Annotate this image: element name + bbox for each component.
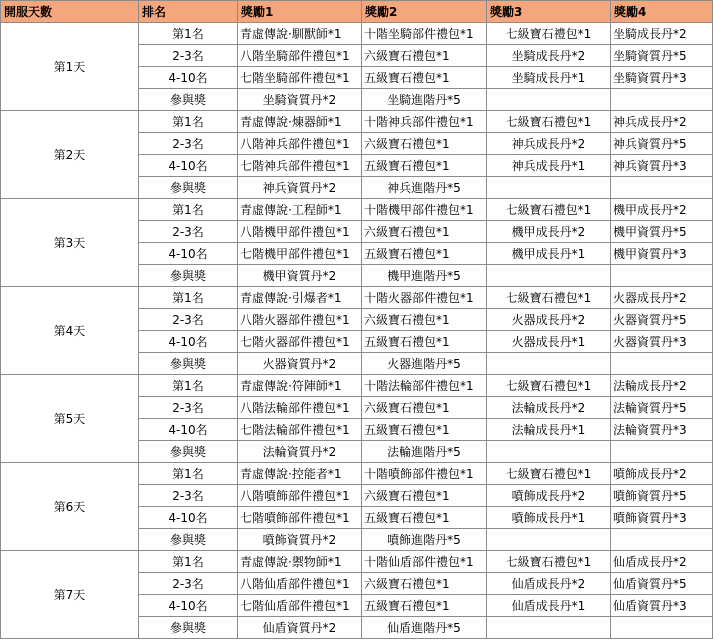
reward-1-cell: 噴飾資質丹*2 [238,529,362,551]
reward-4-cell: 火器成長丹*2 [611,287,713,309]
reward-2-cell: 法輪進階丹*5 [362,441,487,463]
reward-1-cell: 八階神兵部件禮包*1 [238,133,362,155]
reward-1-cell: 仙盾資質丹*2 [238,617,362,639]
table-row [1,287,713,309]
rank-cell: 第1名 [139,375,238,397]
reward-4-cell: 法輪成長丹*2 [611,375,713,397]
reward-2-cell: 十階火器部件禮包*1 [362,287,487,309]
reward-2-cell: 六級寶石禮包*1 [362,133,487,155]
reward-1-cell: 八階噴飾部件禮包*1 [238,485,362,507]
rank-cell: 第1名 [139,463,238,485]
reward-1-cell: 八階機甲部件禮包*1 [238,221,362,243]
rank-cell: 2-3名 [139,397,238,419]
rank-cell: 4-10名 [139,243,238,265]
rank-cell: 參與獎 [139,441,238,463]
reward-3-cell [487,617,611,639]
reward-3-cell: 噴飾成長丹*2 [487,485,611,507]
reward-3-cell: 七級寶石禮包*1 [487,287,611,309]
reward-3-cell: 仙盾成長丹*1 [487,595,611,617]
reward-1-cell: 八階火器部件禮包*1 [238,309,362,331]
reward-2-cell: 六級寶石禮包*1 [362,309,487,331]
reward-1-cell: 青虛傳說·禦物師*1 [238,551,362,573]
reward-1-cell: 青虛傳說·馴獸師*1 [238,23,362,45]
reward-4-cell: 仙盾資質丹*3 [611,595,713,617]
reward-1-cell: 八階坐騎部件禮包*1 [238,45,362,67]
reward-2-cell: 五級寶石禮包*1 [362,155,487,177]
reward-3-cell [487,89,611,111]
reward-1-cell: 機甲資質丹*2 [238,265,362,287]
reward-3-cell: 七級寶石禮包*1 [487,551,611,573]
day-cell: 第7天 [1,551,139,639]
reward-4-cell: 坐騎成長丹*2 [611,23,713,45]
day-cell: 第2天 [1,111,139,199]
rank-cell: 第1名 [139,23,238,45]
rank-cell: 2-3名 [139,573,238,595]
reward-1-cell: 火器資質丹*2 [238,353,362,375]
reward-1-cell: 七階坐騎部件禮包*1 [238,67,362,89]
rank-cell: 參與獎 [139,265,238,287]
reward-2-cell: 十階坐騎部件禮包*1 [362,23,487,45]
reward-3-cell [487,529,611,551]
day-cell: 第4天 [1,287,139,375]
reward-2-cell: 坐騎進階丹*5 [362,89,487,111]
reward-1-cell: 七階法輪部件禮包*1 [238,419,362,441]
reward-4-cell: 機甲資質丹*5 [611,221,713,243]
rank-cell: 參與獎 [139,353,238,375]
rank-cell: 4-10名 [139,155,238,177]
reward-3-cell: 七級寶石禮包*1 [487,375,611,397]
reward-4-cell [611,353,713,375]
reward-2-cell: 十階噴飾部件禮包*1 [362,463,487,485]
reward-2-cell: 五級寶石禮包*1 [362,595,487,617]
reward-4-cell: 神兵成長丹*2 [611,111,713,133]
reward-4-cell: 噴飾資質丹*3 [611,507,713,529]
rank-cell: 2-3名 [139,221,238,243]
rank-cell: 4-10名 [139,331,238,353]
reward-3-cell: 七級寶石禮包*1 [487,463,611,485]
rank-cell: 第1名 [139,199,238,221]
rank-cell: 2-3名 [139,309,238,331]
reward-1-cell: 青虛傳說·工程師*1 [238,199,362,221]
reward-2-cell: 五級寶石禮包*1 [362,331,487,353]
table-row [1,551,713,573]
reward-4-cell [611,529,713,551]
reward-1-cell: 坐騎資質丹*2 [238,89,362,111]
rank-cell: 2-3名 [139,485,238,507]
reward-3-cell: 七級寶石禮包*1 [487,111,611,133]
reward-4-cell: 機甲資質丹*3 [611,243,713,265]
reward-3-cell [487,441,611,463]
rank-cell: 參與獎 [139,529,238,551]
reward-3-cell: 機甲成長丹*1 [487,243,611,265]
reward-2-cell: 六級寶石禮包*1 [362,397,487,419]
reward-4-cell: 坐騎資質丹*3 [611,67,713,89]
reward-4-cell [611,89,713,111]
reward-3-cell: 火器成長丹*1 [487,331,611,353]
reward-1-cell: 七階噴飾部件禮包*1 [238,507,362,529]
reward-3-cell: 七級寶石禮包*1 [487,199,611,221]
table-row [1,463,713,485]
table-row [1,111,713,133]
reward-4-cell: 噴飾成長丹*2 [611,463,713,485]
header-row [1,1,713,23]
reward-1-cell: 八階法輪部件禮包*1 [238,397,362,419]
rank-cell: 4-10名 [139,595,238,617]
reward-1-cell: 七階機甲部件禮包*1 [238,243,362,265]
reward-1-cell: 青虛傳說·控能者*1 [238,463,362,485]
reward-4-cell: 仙盾資質丹*5 [611,573,713,595]
reward-1-cell: 青虛傳說·煉器師*1 [238,111,362,133]
reward-2-cell: 六級寶石禮包*1 [362,573,487,595]
reward-1-cell: 青虛傳說·符陣師*1 [238,375,362,397]
reward-2-cell: 噴飾進階丹*5 [362,529,487,551]
reward-3-cell [487,265,611,287]
reward-4-cell: 噴飾資質丹*5 [611,485,713,507]
reward-3-cell [487,353,611,375]
rank-cell: 第1名 [139,111,238,133]
reward-3-cell: 機甲成長丹*2 [487,221,611,243]
reward-3-cell: 坐騎成長丹*1 [487,67,611,89]
day-cell: 第3天 [1,199,139,287]
reward-2-cell: 五級寶石禮包*1 [362,507,487,529]
rank-cell: 4-10名 [139,507,238,529]
reward-4-cell: 坐騎資質丹*5 [611,45,713,67]
header-open-days: 開服天數 [1,1,139,23]
reward-2-cell: 五級寶石禮包*1 [362,67,487,89]
reward-4-cell [611,265,713,287]
reward-3-cell [487,177,611,199]
reward-4-cell: 機甲成長丹*2 [611,199,713,221]
reward-2-cell: 六級寶石禮包*1 [362,45,487,67]
reward-2-cell: 六級寶石禮包*1 [362,485,487,507]
rank-cell: 參與獎 [139,89,238,111]
header-reward-4: 獎勵4 [611,1,713,23]
reward-3-cell: 法輪成長丹*2 [487,397,611,419]
rank-cell: 第1名 [139,287,238,309]
reward-3-cell: 噴飾成長丹*1 [487,507,611,529]
reward-4-cell [611,177,713,199]
reward-1-cell: 青虛傳說·引爆者*1 [238,287,362,309]
reward-3-cell: 火器成長丹*2 [487,309,611,331]
reward-4-cell: 法輪資質丹*3 [611,419,713,441]
reward-2-cell: 五級寶石禮包*1 [362,243,487,265]
reward-4-cell: 神兵資質丹*5 [611,133,713,155]
reward-2-cell: 十階神兵部件禮包*1 [362,111,487,133]
reward-3-cell: 七級寶石禮包*1 [487,23,611,45]
table-body [1,23,713,639]
reward-4-cell [611,441,713,463]
reward-2-cell: 十階法輪部件禮包*1 [362,375,487,397]
day-cell: 第1天 [1,23,139,111]
day-cell: 第6天 [1,463,139,551]
reward-1-cell: 八階仙盾部件禮包*1 [238,573,362,595]
table-row [1,375,713,397]
rank-cell: 4-10名 [139,67,238,89]
reward-1-cell: 神兵資質丹*2 [238,177,362,199]
rank-cell: 2-3名 [139,45,238,67]
reward-3-cell: 仙盾成長丹*2 [487,573,611,595]
reward-2-cell: 機甲進階丹*5 [362,265,487,287]
reward-2-cell: 火器進階丹*5 [362,353,487,375]
reward-2-cell: 十階仙盾部件禮包*1 [362,551,487,573]
reward-3-cell: 法輪成長丹*1 [487,419,611,441]
reward-2-cell: 十階機甲部件禮包*1 [362,199,487,221]
table-row [1,23,713,45]
reward-3-cell: 神兵成長丹*1 [487,155,611,177]
reward-1-cell: 七階神兵部件禮包*1 [238,155,362,177]
reward-4-cell: 仙盾成長丹*2 [611,551,713,573]
reward-1-cell: 七階仙盾部件禮包*1 [238,595,362,617]
reward-3-cell: 神兵成長丹*2 [487,133,611,155]
header-reward-1: 獎勵1 [238,1,362,23]
reward-4-cell: 法輪資質丹*5 [611,397,713,419]
reward-1-cell: 七階火器部件禮包*1 [238,331,362,353]
header-rank: 排名 [139,1,238,23]
rank-cell: 參與獎 [139,617,238,639]
table-row [1,199,713,221]
rank-cell: 參與獎 [139,177,238,199]
day-cell: 第5天 [1,375,139,463]
reward-2-cell: 五級寶石禮包*1 [362,419,487,441]
reward-4-cell: 火器資質丹*3 [611,331,713,353]
rank-cell: 4-10名 [139,419,238,441]
rank-cell: 第1名 [139,551,238,573]
reward-1-cell: 法輪資質丹*2 [238,441,362,463]
reward-2-cell: 六級寶石禮包*1 [362,221,487,243]
reward-2-cell: 神兵進階丹*5 [362,177,487,199]
header-reward-2: 獎勵2 [362,1,487,23]
reward-4-cell: 火器資質丹*5 [611,309,713,331]
reward-3-cell: 坐騎成長丹*2 [487,45,611,67]
reward-2-cell: 仙盾進階丹*5 [362,617,487,639]
reward-4-cell [611,617,713,639]
reward-4-cell: 神兵資質丹*3 [611,155,713,177]
rank-cell: 2-3名 [139,133,238,155]
header-reward-3: 獎勵3 [487,1,611,23]
